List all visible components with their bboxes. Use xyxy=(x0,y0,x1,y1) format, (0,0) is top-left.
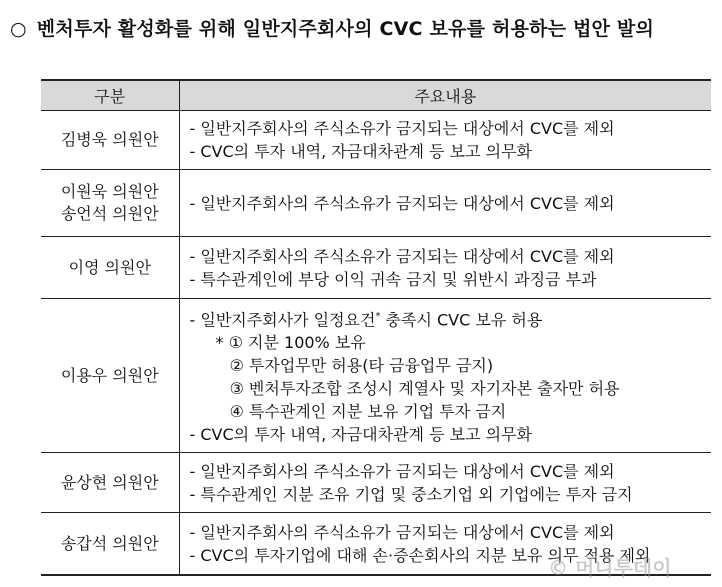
bill-sponsor: 김병욱 의원안 xyxy=(60,130,159,149)
content-line: - CVC의 투자 내역, 자금대차관계 등 보고 의무화 xyxy=(189,142,533,161)
table-row xyxy=(41,299,711,453)
document-heading xyxy=(10,14,722,41)
row-content-cell xyxy=(179,237,711,299)
bill-sponsor: 송갑석 의원안 xyxy=(60,533,159,553)
header-category: 구분 xyxy=(41,80,179,111)
row-name-cell xyxy=(41,237,179,299)
table-row xyxy=(41,170,711,237)
header-main-content: 주요내용 xyxy=(179,80,711,111)
content-line: - 특수관계인 지분 조유 기업 및 중소기업 외 기업에는 투자 금지 xyxy=(189,484,633,504)
row-name-cell xyxy=(41,170,179,237)
bill-sponsor: 윤상현 의원안 xyxy=(60,472,159,492)
bill-comparison-table xyxy=(41,79,711,576)
row-content-cell xyxy=(179,453,711,513)
condition-item: ② 투자업무만 허용(타 금융업무 금지) xyxy=(229,356,494,376)
bill-sponsor: 이원욱 의원안 xyxy=(60,182,159,201)
content-line xyxy=(190,305,712,331)
content-line: - 일반지주회사의 주식소유가 금지되는 대상에서 CVC를 제외 xyxy=(189,461,615,481)
heading-bullet: ○ xyxy=(10,18,27,40)
content-line: - 일반지주회사의 주식소유가 금지되는 대상에서 CVC를 제외 xyxy=(189,522,615,542)
condition-item: * ① 지분 100% 보유 xyxy=(215,333,366,353)
watermark: © 머니투데이 xyxy=(548,556,672,580)
table-header-row xyxy=(41,80,711,111)
row-name-cell xyxy=(41,453,179,513)
table-row xyxy=(41,453,711,513)
content-line: - CVC의 투자 내역, 자금대차관계 등 보고 의무화 xyxy=(189,425,533,445)
footnote-marker: * xyxy=(375,311,381,322)
content-line: - 특수관계인에 부당 이익 귀속 금지 및 위반시 과징금 부과 xyxy=(189,269,597,289)
bill-sponsor: 이용우 의원안 xyxy=(60,365,159,385)
condition-item: ④ 특수관계인 지분 보유 기업 투자 금지 xyxy=(229,402,507,422)
content-line-text: 충족시 CVC 보유 허용 xyxy=(380,310,543,330)
row-content-cell xyxy=(179,111,711,170)
row-content-cell xyxy=(179,170,711,237)
condition-item: ③ 벤처투자조합 조성시 계열사 및 자기자본 출자만 허용 xyxy=(229,379,620,399)
row-content-cell xyxy=(179,299,711,453)
row-name-cell xyxy=(41,299,179,453)
content-line: - 일반지주회사의 주식소유가 금지되는 대상에서 CVC를 제외 xyxy=(189,119,615,138)
table-row xyxy=(41,237,711,299)
content-line: - 일반지주회사의 주식소유가 금지되는 대상에서 CVC를 제외 xyxy=(189,193,615,213)
content-line: - 일반지주회사의 주식소유가 금지되는 대상에서 CVC를 제외 xyxy=(189,246,615,266)
heading-text: 벤처투자 활성화를 위해 일반지주회사의 CVC 보유를 허용하는 법안 발의 xyxy=(36,18,655,40)
bill-sponsor: 이영 의원안 xyxy=(68,257,151,277)
content-line-text: - 일반지주회사가 일정요건 xyxy=(189,310,376,330)
bill-sponsor: 송언석 의원안 xyxy=(60,204,159,223)
table-row xyxy=(41,111,711,170)
row-name-cell xyxy=(41,111,179,170)
row-name-cell xyxy=(41,513,179,575)
content-line: - CVC의 투자기업에 대해 손·증손회사의 지분 보유 의무 적용 제외 xyxy=(189,545,651,565)
